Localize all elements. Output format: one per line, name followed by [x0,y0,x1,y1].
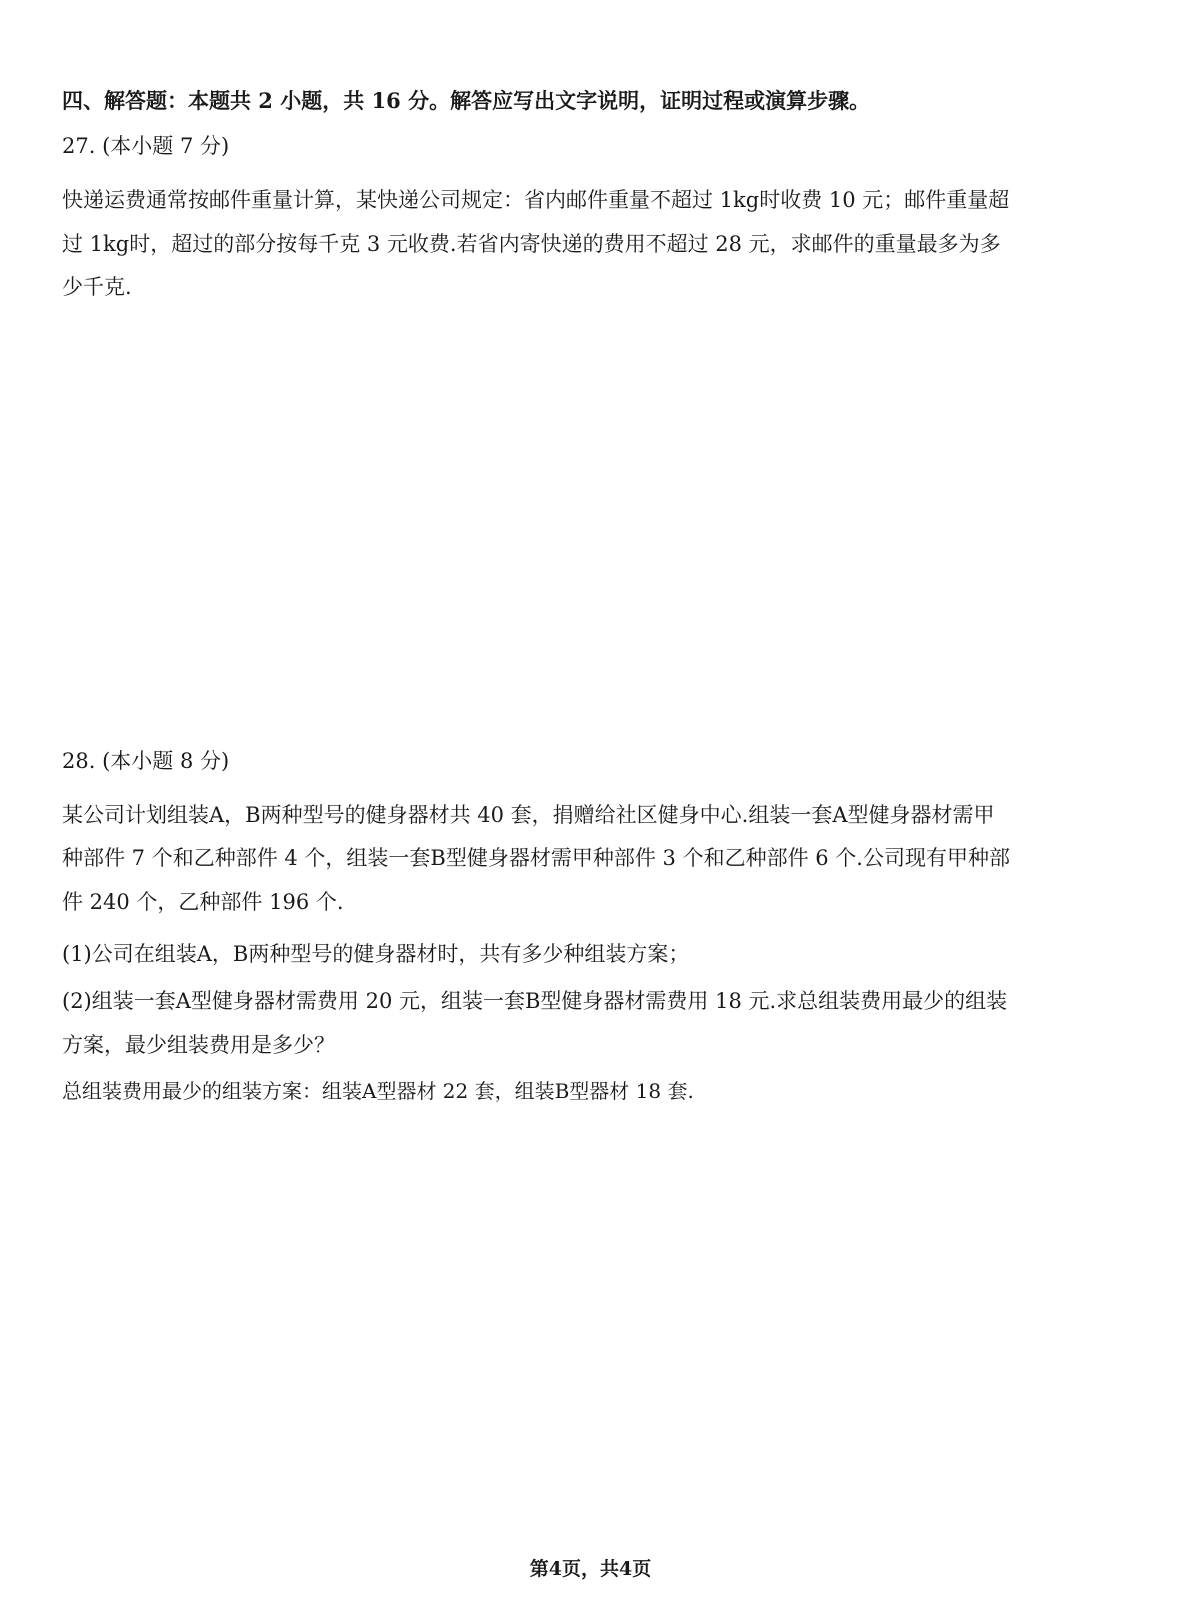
question-28-text-line-2: 种部件 7 个和乙种部件 4 个，组装一套B型健身器材需甲种部件 3 个和乙种部件 6 个.公司现有甲种部 [62,846,1010,870]
question-28-part-2-line-1: (2)组装一套A型健身器材需费用 20 元，组装一套B型健身器材需费用 18 元.求总组装费用最少的组装 [62,989,1008,1013]
question-28-answer: 总组装费用最少的组装方案：组装A型器材 22 套，组装B型器材 18 套. [62,1079,694,1103]
question-28-title: 28. (本小题 8 分) [62,749,230,773]
section-header: 四、解答题：本题共 2 小题，共 16 分。解答应写出文字说明，证明过程或演算步骤。 [62,88,871,113]
question-27-text-line-1: 快递运费通常按邮件重量计算，某快递公司规定：省内邮件重量不超过 1kg时收费 10 元；邮件重量超 [62,188,1010,212]
question-28-part-2-line-2: 方案，最少组装费用是多少？ [62,1033,335,1057]
question-27-text-line-2: 过 1kg时，超过的部分按每千克 3 元收费.若省内寄快递的费用不超过 28 元，求邮件的重量最多为多 [62,232,1001,256]
question-27-title: 27. (本小题 7 分) [62,134,230,158]
question-27-text-line-3: 少千克. [62,275,132,299]
question-28-text-line-1: 某公司计划组装A，B两种型号的健身器材共 40 套，捐赠给社区健身中心.组装一套A型健身器材需甲 [62,803,995,827]
question-28-part-1: (1)公司在组装A，B两种型号的健身器材时，共有多少种组装方案； [62,942,690,966]
question-28-text-line-3: 件 240 个，乙种部件 196 个. [62,890,344,914]
page-number: 第4页，共4页 [529,1558,652,1580]
